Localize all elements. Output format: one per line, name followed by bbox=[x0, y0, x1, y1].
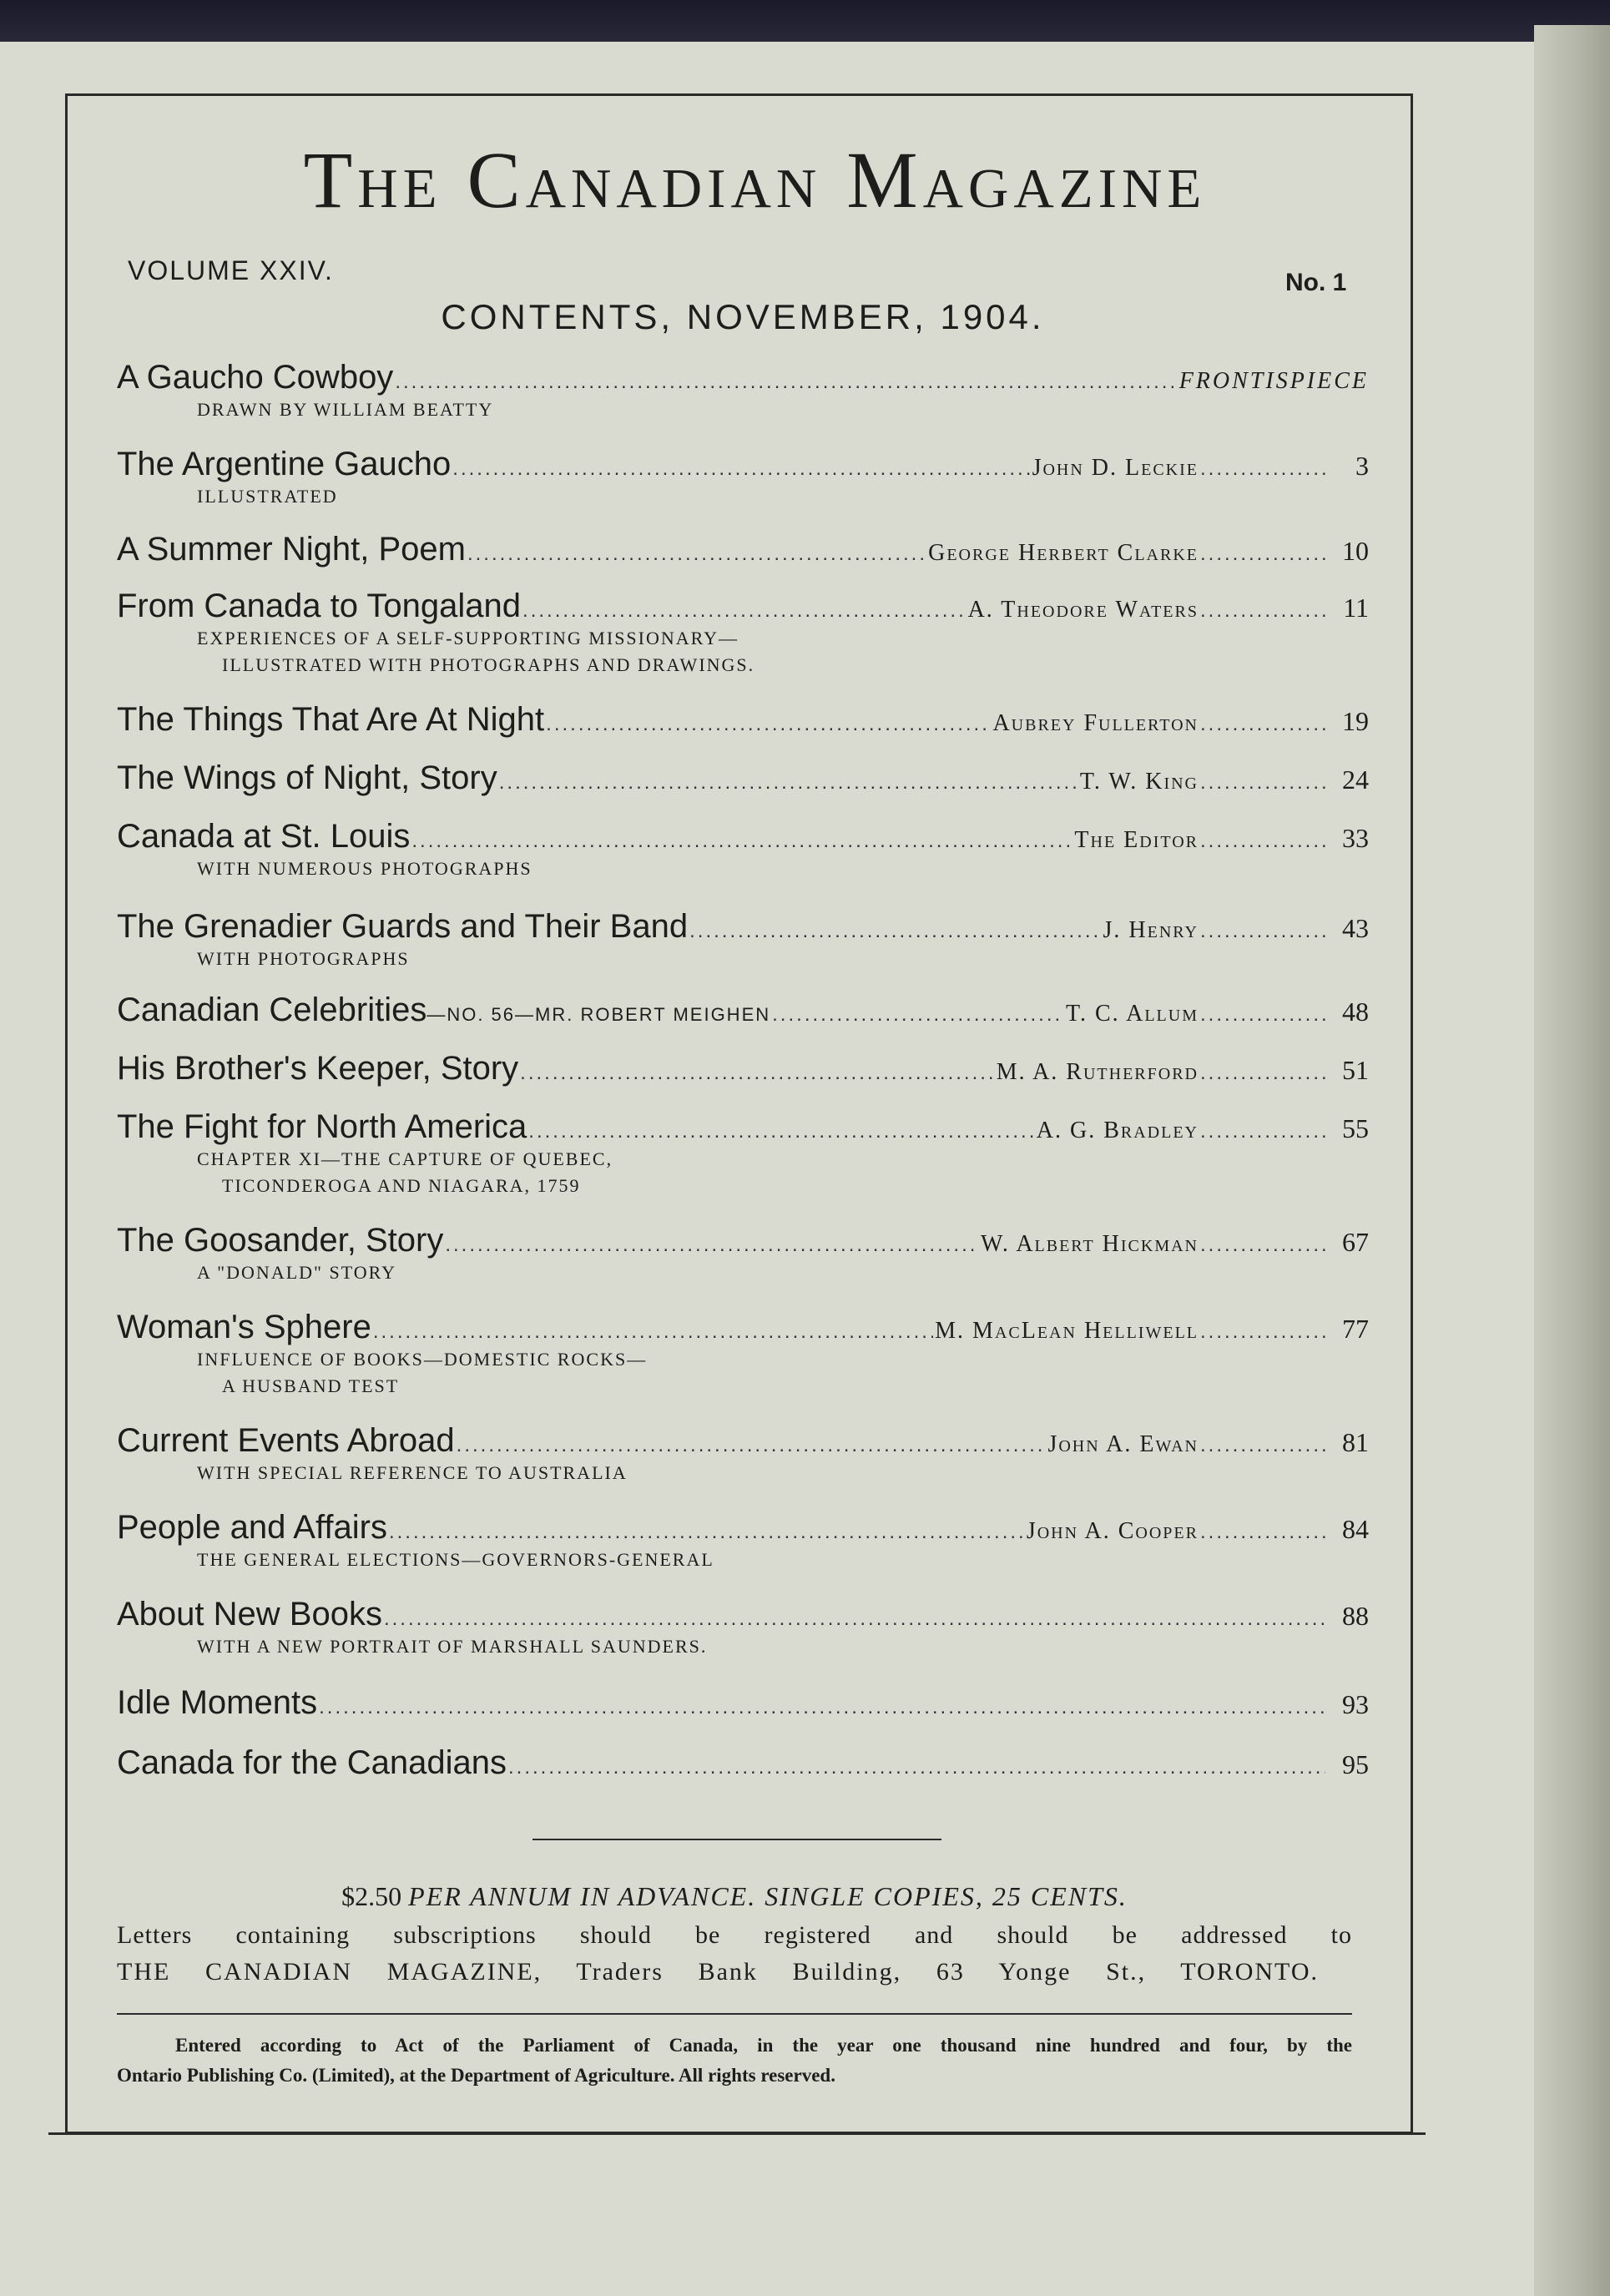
toc-line bbox=[117, 908, 1369, 946]
price-amount: $2.50 bbox=[341, 1881, 402, 1911]
toc-line bbox=[117, 992, 1369, 1029]
entry-author: A. G. Bradley bbox=[1036, 1118, 1199, 1143]
entry-author: John A. Ewan bbox=[1047, 1431, 1199, 1457]
entry-subtitle: WITH A NEW PORTRAIT OF MARSHALL SAUNDERS. bbox=[197, 1636, 708, 1657]
letters-line-2: THE CANADIAN MAGAZINE, Traders Bank Building, 63 Yonge St., TORONTO. bbox=[117, 1958, 1319, 1986]
entry-author: M. MacLean Helliwell bbox=[935, 1318, 1199, 1344]
entry-subtitle: A "DONALD" STORY bbox=[197, 1262, 397, 1283]
entry-subtitle: WITH SPECIAL REFERENCE TO AUSTRALIA bbox=[197, 1462, 628, 1483]
toc-line bbox=[117, 1050, 1369, 1087]
page-edge bbox=[1534, 25, 1610, 2296]
toc-entry bbox=[117, 818, 1369, 882]
entry-author: W. Albert Hickman bbox=[981, 1231, 1199, 1257]
entry-subtitle: INFLUENCE OF BOOKS—DOMESTIC ROCKS— bbox=[197, 1349, 648, 1370]
entry-author: A. Theodore Waters bbox=[967, 597, 1199, 623]
toc-entry bbox=[117, 992, 1369, 1029]
leader-dots bbox=[411, 830, 1072, 853]
entry-title: The Grenadier Guards and Their Band bbox=[117, 908, 689, 945]
entry-page: 81 bbox=[1342, 1427, 1369, 1457]
leader-dots bbox=[395, 371, 1177, 394]
toc-line bbox=[117, 588, 1369, 625]
entry-subtitle: THE GENERAL ELECTIONS—GOVERNORS-GENERAL bbox=[197, 1549, 714, 1570]
toc-line bbox=[117, 1744, 1369, 1782]
toc-entry bbox=[117, 1108, 1369, 1199]
toc-entry bbox=[117, 359, 1369, 423]
leader-dots bbox=[1200, 1434, 1325, 1457]
toc-line bbox=[117, 1596, 1369, 1633]
entry-page: 51 bbox=[1342, 1055, 1369, 1085]
toc-line bbox=[117, 701, 1369, 739]
entry-subtitle: TICONDEROGA AND NIAGARA, 1759 bbox=[222, 1175, 581, 1196]
entry-page: 33 bbox=[1342, 823, 1369, 853]
toc-entry bbox=[117, 1596, 1369, 1660]
leader-dots bbox=[1200, 542, 1325, 566]
letters-line-1: Letters containing subscriptions should be registered and should be addressed to bbox=[117, 1921, 1352, 1949]
entry-title: Canadian Celebrities bbox=[117, 992, 427, 1028]
leader-dots bbox=[467, 542, 926, 566]
issue-number: No. 1 bbox=[1285, 269, 1347, 296]
leader-dots bbox=[772, 1003, 1064, 1027]
entry-title: The Things That Are At Night bbox=[117, 701, 545, 738]
entry-author: T. C. Allum bbox=[1065, 1001, 1199, 1027]
toc-entry bbox=[117, 1309, 1369, 1400]
entry-author: Aubrey Fullerton bbox=[992, 710, 1199, 736]
magazine-title: The Canadian Magazine bbox=[303, 135, 1207, 225]
entry-title: Idle Moments bbox=[117, 1684, 318, 1721]
entry-page: 67 bbox=[1342, 1227, 1369, 1257]
leader-dots bbox=[1200, 1320, 1325, 1344]
toc-entry bbox=[117, 908, 1369, 972]
entry-author: The Editor bbox=[1074, 827, 1199, 853]
toc-entry bbox=[117, 1509, 1369, 1573]
entry-page: 3 bbox=[1355, 451, 1369, 481]
price-text: PER ANNUM IN ADVANCE. SINGLE COPIES, 25 CENTS. bbox=[408, 1881, 1128, 1911]
entry-title: Canada at St. Louis bbox=[117, 818, 411, 855]
entry-subtitle: ILLUSTRATED WITH PHOTOGRAPHS AND DRAWINGS. bbox=[222, 654, 755, 675]
leader-dots bbox=[1200, 1062, 1325, 1085]
entry-page: 11 bbox=[1343, 593, 1369, 623]
entry-title: The Fight for North America bbox=[117, 1108, 527, 1145]
toc-line bbox=[117, 1422, 1369, 1460]
entry-subtitle: DRAWN BY WILLIAM BEATTY bbox=[197, 399, 494, 420]
entry-title: From Canada to Tongaland bbox=[117, 588, 522, 624]
entry-subtitle: EXPERIENCES OF A SELF-SUPPORTING MISSIONARY— bbox=[197, 628, 739, 648]
entry-subtitle: WITH PHOTOGRAPHS bbox=[197, 948, 410, 969]
entry-title: A Gaucho Cowboy bbox=[117, 359, 394, 396]
toc-entry bbox=[117, 446, 1369, 510]
entry-page: 55 bbox=[1342, 1113, 1369, 1143]
toc-line bbox=[117, 446, 1369, 483]
toc-line bbox=[117, 1509, 1369, 1547]
leader-dots bbox=[1200, 713, 1325, 736]
entry-author: George Herbert Clarke bbox=[928, 540, 1199, 566]
entry-page: 95 bbox=[1342, 1749, 1369, 1779]
leader-dots bbox=[1200, 1234, 1325, 1257]
leader-dots bbox=[1200, 1003, 1325, 1027]
leader-dots bbox=[373, 1320, 933, 1344]
toc-line bbox=[117, 1684, 1369, 1722]
entry-page: 10 bbox=[1342, 536, 1369, 566]
entry-title: About New Books bbox=[117, 1596, 382, 1632]
entry-title: A Summer Night, Poem bbox=[117, 531, 466, 568]
entry-author: T. W. King bbox=[1079, 769, 1199, 795]
leader-dots bbox=[452, 457, 1030, 481]
entry-title: The Wings of Night, Story bbox=[117, 759, 497, 796]
leader-dots bbox=[1200, 830, 1325, 853]
copyright-line-1: Entered according to Act of the Parliament of Canada, in the year one thousand nine hundred and four, by the bbox=[175, 2035, 1352, 2056]
toc-entry bbox=[117, 1422, 1369, 1486]
toc-entry bbox=[117, 1050, 1369, 1087]
leader-dots bbox=[1200, 1120, 1325, 1143]
leader-dots bbox=[319, 1696, 1325, 1719]
entry-page: 43 bbox=[1342, 913, 1369, 943]
price-line bbox=[0, 1881, 1469, 1912]
leader-dots bbox=[689, 920, 1101, 943]
leader-dots bbox=[546, 713, 991, 736]
toc-line bbox=[117, 759, 1369, 797]
toc-entry bbox=[117, 1744, 1369, 1782]
toc-entry bbox=[117, 531, 1369, 568]
entry-title: The Argentine Gaucho bbox=[117, 446, 452, 482]
contents-heading: CONTENTS, NOVEMBER, 1904. bbox=[441, 297, 1045, 336]
entry-page: 48 bbox=[1342, 997, 1369, 1027]
entry-page: 88 bbox=[1342, 1601, 1369, 1631]
entry-author: John D. Leckie bbox=[1032, 455, 1199, 481]
entry-author: John A. Cooper bbox=[1026, 1518, 1199, 1544]
toc-entry bbox=[117, 1684, 1369, 1722]
entry-subtitle: WITH NUMEROUS PHOTOGRAPHS bbox=[197, 858, 532, 879]
leader-dots bbox=[457, 1434, 1047, 1457]
entry-page: 19 bbox=[1342, 706, 1369, 736]
toc-entry bbox=[117, 1222, 1369, 1286]
toc-line bbox=[117, 359, 1369, 396]
entry-page: 77 bbox=[1342, 1314, 1369, 1344]
entry-title: His Brother's Keeper, Story bbox=[117, 1050, 519, 1087]
entry-page: 93 bbox=[1342, 1689, 1369, 1719]
leader-dots bbox=[1200, 920, 1325, 943]
divider bbox=[532, 1839, 941, 1840]
leader-dots bbox=[389, 1521, 1025, 1544]
volume-label: VOLUME XXIV. bbox=[128, 255, 334, 285]
divider bbox=[117, 2013, 1352, 2015]
entry-title-subtitle: —NO. 56—MR. ROBERT MEIGHEN bbox=[426, 1004, 771, 1025]
entry-title: The Goosander, Story bbox=[117, 1222, 444, 1259]
entry-subtitle: CHAPTER XI—THE CAPTURE OF QUEBEC, bbox=[197, 1148, 613, 1169]
leader-dots bbox=[508, 1756, 1325, 1779]
entry-author: J. Henry bbox=[1103, 917, 1199, 943]
entry-title: Current Events Abroad bbox=[117, 1422, 455, 1459]
toc-line bbox=[117, 818, 1369, 855]
leader-dots bbox=[445, 1234, 979, 1257]
leader-dots bbox=[522, 599, 967, 623]
entry-page: 84 bbox=[1342, 1514, 1369, 1544]
leader-dots bbox=[520, 1062, 995, 1085]
toc-line bbox=[117, 1222, 1369, 1259]
entry-title: People and Affairs bbox=[117, 1509, 387, 1546]
entry-author: FRONTISPIECE bbox=[1178, 368, 1369, 394]
toc-line bbox=[117, 1108, 1369, 1146]
leader-dots bbox=[384, 1607, 1325, 1631]
leader-dots bbox=[1200, 457, 1325, 481]
entry-page: 24 bbox=[1342, 764, 1369, 795]
toc-entry bbox=[117, 701, 1369, 739]
toc-line bbox=[117, 531, 1369, 568]
leader-dots bbox=[1200, 771, 1325, 795]
entry-title: Canada for the Canadians bbox=[117, 1744, 507, 1781]
entry-title: Woman's Sphere bbox=[117, 1309, 371, 1345]
bottom-rule bbox=[48, 2132, 1426, 2135]
toc-line bbox=[117, 1309, 1369, 1346]
leader-dots bbox=[528, 1120, 1034, 1143]
entry-subtitle: A HUSBAND TEST bbox=[222, 1375, 400, 1396]
toc-entry bbox=[117, 588, 1369, 679]
leader-dots bbox=[1200, 599, 1325, 623]
leader-dots bbox=[499, 771, 1078, 795]
entry-subtitle: ILLUSTRATED bbox=[197, 486, 338, 507]
toc-entry bbox=[117, 759, 1369, 797]
copyright-line-2: Ontario Publishing Co. (Limited), at the Department of Agriculture. All rights reserved. bbox=[117, 2065, 835, 2086]
leader-dots bbox=[1200, 1521, 1325, 1544]
entry-author: M. A. Rutherford bbox=[996, 1059, 1199, 1085]
